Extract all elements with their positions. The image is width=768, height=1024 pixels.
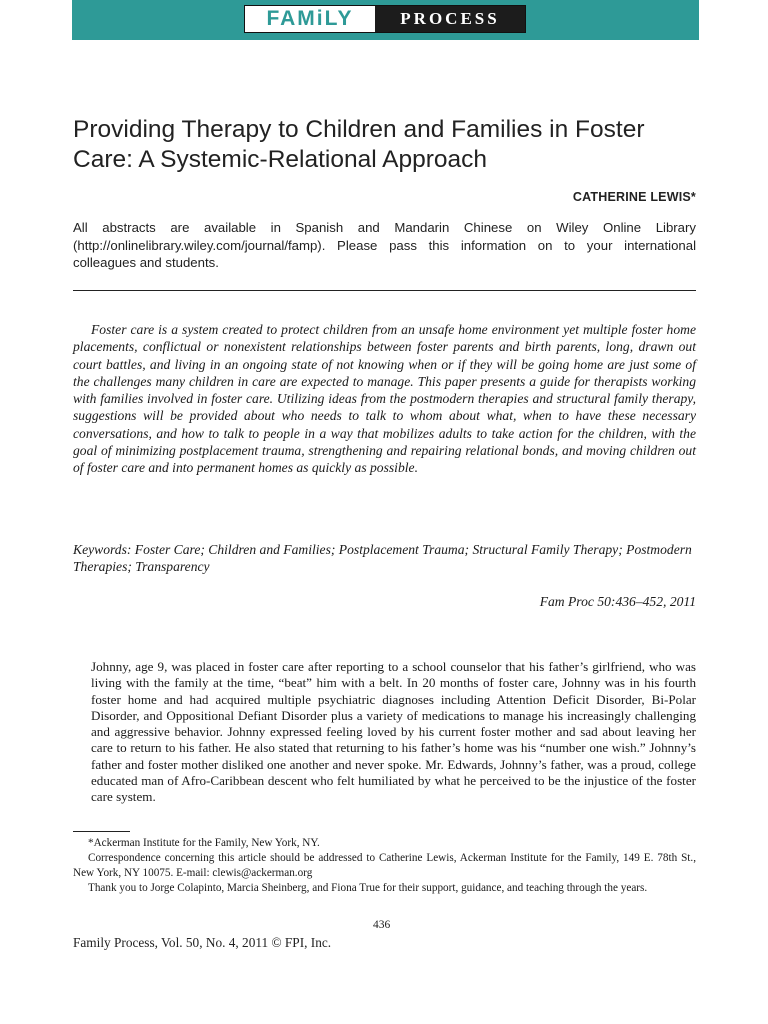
footnote-affiliation: *Ackerman Institute for the Family, New York, NY. [88,837,320,849]
article-title: Providing Therapy to Children and Families in Foster Care: A Systemic-Relational Approach [73,116,645,173]
logo-family-text: FAMiLY [245,6,375,32]
footnote-correspondence: Correspondence concerning this article should be addressed to Catherine Lewis, Ackerman Institute for the Family, 149 E. 78th St., New York, NY 10075. E-mail: clewis@ackerman.org [73,852,696,879]
header-divider [73,290,696,291]
journal-logo [244,5,526,33]
author-name: CATHERINE LEWIS* [572,190,696,204]
citation: Fam Proc 50:436–452, 2011 [539,594,696,609]
body-paragraph: Johnny, age 9, was placed in foster care after reporting to a school counselor that his father’s girlfriend, who was living with the family at the time, “beat” him with a belt. In 20 months of foster care, Johnny was in his fourth foster home and had acquired multiple psychiatric diagnoses including Attention Deficit Disorder, Bi-Polar Disorder, and Oppositional Defiant Disorder plus a variety of medications to manage his increasingly challenging and aggressive behavior. Johnny expressed feeling loved by his current foster mother and sad about leaving her care to return to his father. He also stated that returning to his father’s home was his “number one wish.” Johnny’s father and foster mother disliked one another and never spoke. Mr. Edwards, Johnny’s father, was a proud, college educated man of Afro-Caribbean descent who felt humiliated by what he perceived to be the injustice of the foster care system. [91,659,696,805]
keywords: Keywords: Foster Care; Children and Families; Postplacement Trauma; Structural Family Therapy; Postmodern Therapies; Transparency [73,542,692,575]
logo-process-text: PROCESS [375,6,525,32]
footnote-divider [73,831,130,832]
abstract: Foster care is a system created to protect children from an unsafe home environment yet multiple foster home placements, conflictual or nonexistent relationships between foster parents and birth parents, long, drawn out court battles, and living in an ongoing state of not knowing when or if they will be going home are just some of the challenges many children in care are expected to manage. This paper presents a guide for therapists working with families involved in foster care. Utilizing ideas from the postmodern therapies and structural family therapy, suggestions will be provided about who needs to talk to whom about what, when to have these necessary conversations, and how to talk to people in a way that mobilizes adults to take action for the children, with the goal of minimizing postplacement trauma, strengthening and repairing relational bonds, and moving children out of foster care and into permanent homes as quickly as possible. [73,322,696,476]
translation-notice: All abstracts are available in Spanish and Mandarin Chinese on Wiley Online Library (http://onlinelibrary.wiley.com/journal/famp). Please pass this information on to your international colleagues and students. [73,220,696,270]
footnotes [73,836,696,896]
journal-footer: Family Process, Vol. 50, No. 4, 2011 © FPI, Inc. [73,935,332,950]
footnote-acknowledgements: Thank you to Jorge Colapinto, Marcia Sheinberg, and Fiona True for their support, guidance, and teaching through the years. [88,882,648,894]
page-number: 436 [373,919,391,931]
